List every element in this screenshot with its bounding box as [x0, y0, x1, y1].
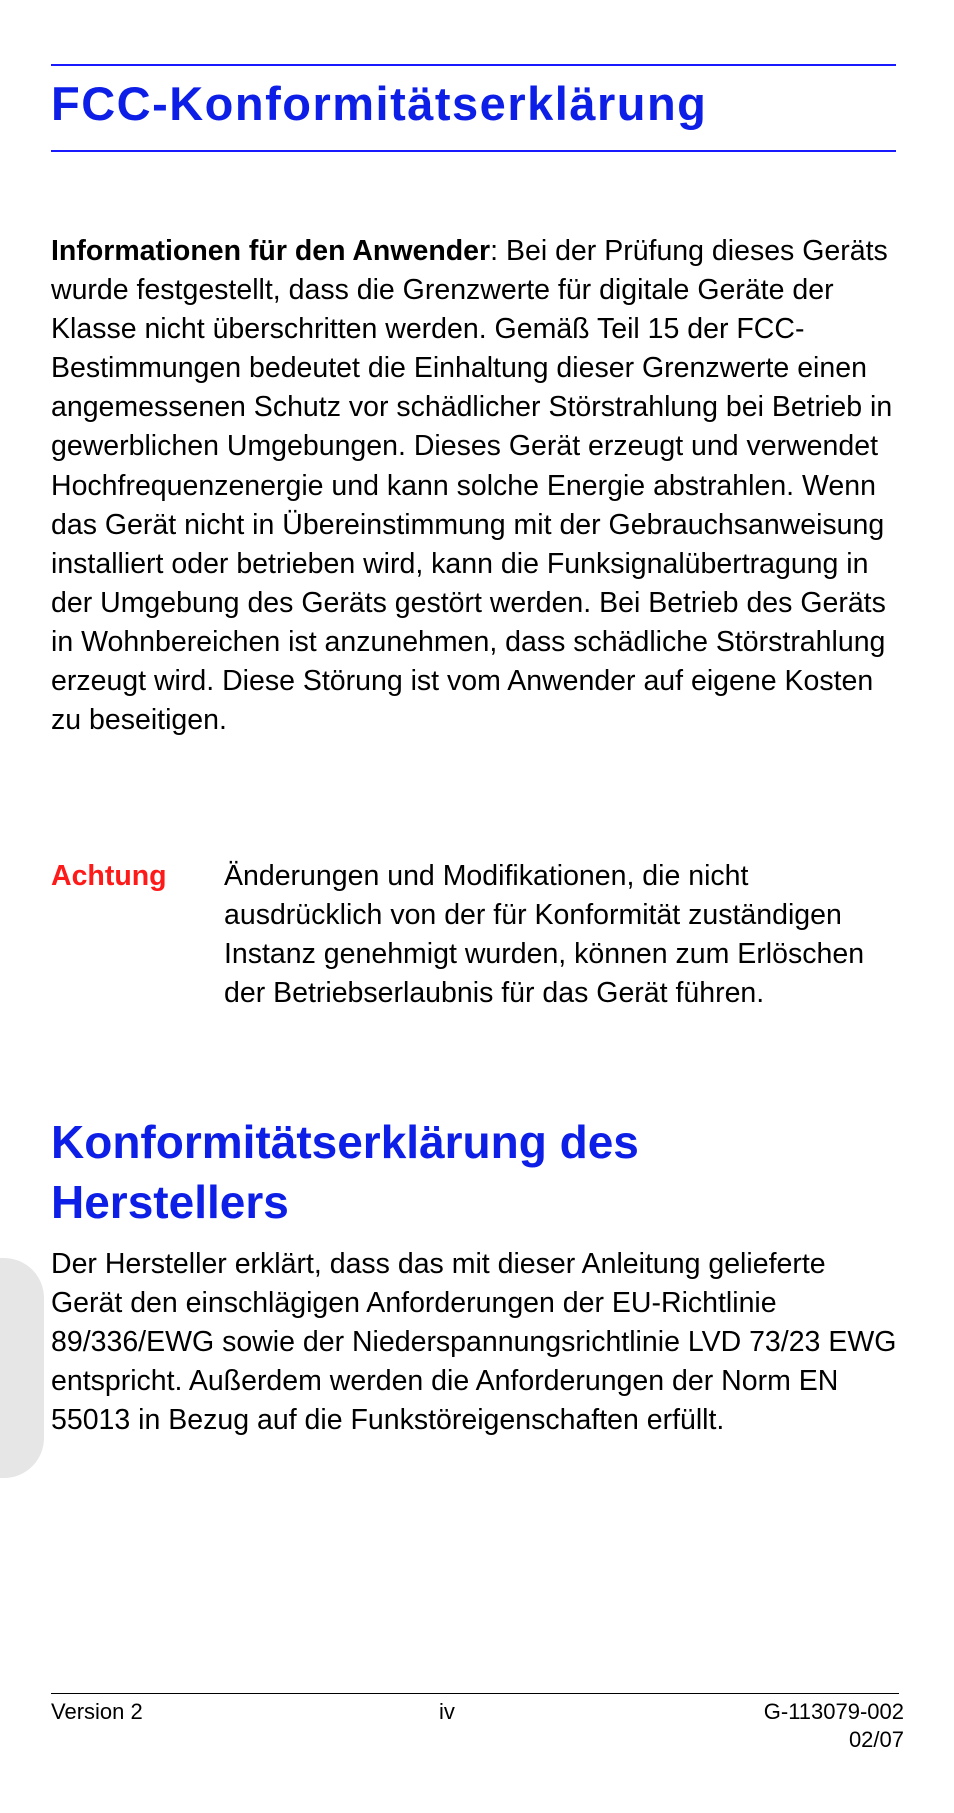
manufacturer-declaration-heading: Konformitätserklärung des Herstellers — [51, 1116, 639, 1228]
user-information-text: Bei der Prüfung dieses Geräts wurde festgestellt, dass die Grenzwerte für digitale Geräte der Klasse nicht überschritten werden. Gemäß Teil 15 der FCC-Bestimmungen bedeutet die Einhaltung dieser Grenzwerte einen angemessenen Schutz vor schädlicher Störstrahlung bei Betrieb in gewerblichen Umgebungen. Dieses Gerät erzeugt und verwendet Hochfrequenzenergie und kann solche Energie abstrahlen. Wenn das Gerät nicht in Übereinstimmung mit der Gebrauchsanweisung installiert oder betrieben wird, kann die Funksignalübertragung in der Umgebung des Geräts gestört werden. Bei Betrieb des Geräts in Wohnbereichen ist anzunehmen, dass schädliche Störstrahlung erzeugt wird. Diese Störung ist vom Anwender auf eigene Kosten zu beseitigen. — [51, 235, 893, 737]
fcc-heading: FCC-Konformitätserklärung — [51, 77, 708, 130]
footer-date: 02/07 — [848, 1727, 904, 1752]
footer-document-info — [764, 1698, 904, 1754]
lead-separator: : — [490, 235, 506, 267]
footer-rule — [51, 1693, 899, 1694]
manufacturer-declaration-paragraph: Der Hersteller erklärt, dass das mit dieser Anleitung gelieferte Gerät den einschlägigen Anforderungen der EU-Richtlinie 89/336/EWG sowie der Niederspannungsrichtlinie LVD 73/23 EWG entspricht. Außerdem werden die Anforderungen der Norm EN 55013 in Bezug auf die Funkstöreigenschaften erfüllt. — [51, 1248, 897, 1437]
footer-doc-number: G-113079-002 — [763, 1699, 904, 1724]
caution-text: Änderungen und Modifikationen, die nicht ausdrücklich von der für Konformität zuständigen Instanz genehmigt wurden, können zum Erlöschen der Betriebserlaubnis für das Gerät führen. — [224, 860, 865, 1009]
heading-top-rule — [51, 64, 896, 66]
document-page — [51, 0, 904, 1813]
footer-page-number: iv — [439, 1699, 455, 1724]
footer-version: Version 2 — [51, 1699, 143, 1724]
user-information-lead: Informationen für den Anwender — [51, 235, 491, 267]
heading-bottom-rule — [51, 150, 896, 152]
user-information-paragraph — [51, 232, 901, 740]
page-edge-tab — [0, 1258, 44, 1478]
caution-label: Achtung — [51, 860, 167, 892]
